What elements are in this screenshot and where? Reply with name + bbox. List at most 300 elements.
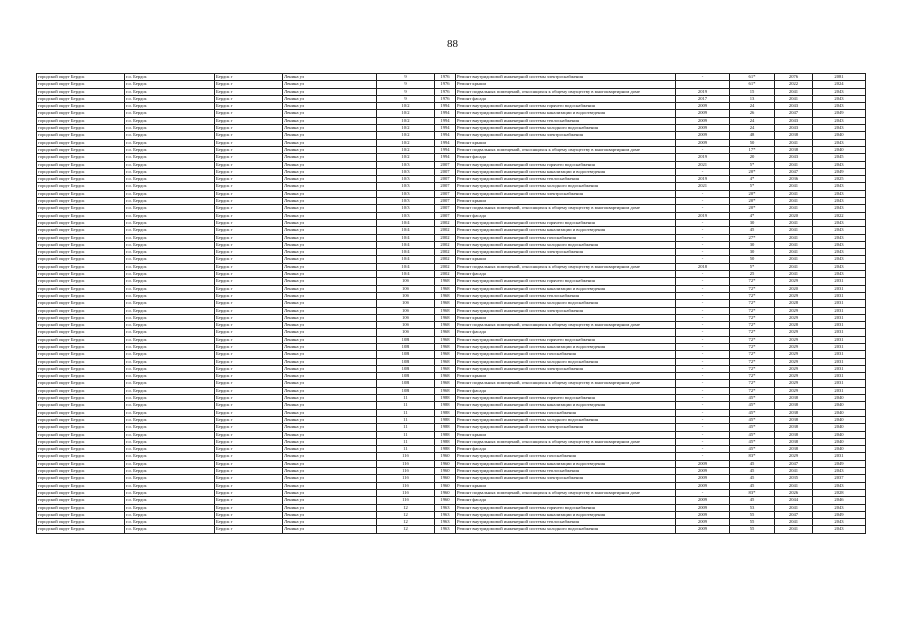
cell-work-type: Ремонт внутридомовой инженерной системы холодного водоснабжения [456,526,676,533]
table-row [37,190,866,197]
cell-plan-start: 2038 [775,416,813,423]
cell-last-repair-year: - [676,424,730,431]
cell-work-type: Ремонт внутридомовой инженерной системы холодного водоснабжения [456,125,676,132]
cell-house: 11б [377,497,435,504]
cell-wear-percent: 45 [730,460,775,467]
cell-plan-start: 2047 [775,511,813,518]
cell-house: 10В [377,343,435,350]
cell-house: 10б [377,292,435,299]
cell-district: городской округ Бердск [37,285,125,292]
cell-wear-percent: 30 [730,241,775,248]
cell-last-repair-year: 2017 [676,95,730,102]
cell-plan-start: 2043 [775,103,813,110]
cell-plan-end: 2031 [813,300,866,307]
cell-year: 1963 [435,526,456,533]
cell-municipality: г.о. Бердск [125,322,215,329]
cell-house: 10б [377,300,435,307]
cell-last-repair-year: 2009 [676,460,730,467]
cell-last-repair-year: - [676,395,730,402]
cell-settlement: Бердск г [215,300,283,307]
cell-plan-start: 2038 [775,146,813,153]
cell-house: 11 [377,402,435,409]
cell-year: 1968 [435,343,456,350]
cell-house: 12 [377,504,435,511]
cell-last-repair-year: - [676,168,730,175]
cell-wear-percent: 45* [730,431,775,438]
cell-municipality: г.о. Бердск [125,161,215,168]
cell-work-type: Ремонт крыши [456,81,676,88]
cell-work-type: Ремонт внутридомовой инженерной системы горячего водоснабжения [456,103,676,110]
cell-district: городской округ Бердск [37,234,125,241]
cell-work-type: Ремонт фасада [456,95,676,102]
cell-street: Ленина ул [283,139,377,146]
cell-year: 1988 [435,416,456,423]
cell-plan-end: 2043 [813,249,866,256]
cell-settlement: Бердск г [215,387,283,394]
cell-plan-end: 2043 [813,482,866,489]
cell-year: 2007 [435,198,456,205]
cell-street: Ленина ул [283,526,377,533]
cell-municipality: г.о. Бердск [125,271,215,278]
cell-wear-percent: 72* [730,358,775,365]
cell-year: 1988 [435,409,456,416]
cell-plan-start: 2038 [775,132,813,139]
cell-year: 1968 [435,336,456,343]
cell-municipality: г.о. Бердск [125,278,215,285]
cell-municipality: г.о. Бердск [125,219,215,226]
cell-wear-percent: 50 [730,139,775,146]
cell-settlement: Бердск г [215,285,283,292]
cell-settlement: Бердск г [215,212,283,219]
cell-settlement: Бердск г [215,424,283,431]
cell-year: 2007 [435,205,456,212]
cell-house: 10/2 [377,146,435,153]
cell-district: городской округ Бердск [37,125,125,132]
cell-district: городской округ Бердск [37,322,125,329]
cell-house: 10/3 [377,168,435,175]
cell-district: городской округ Бердск [37,380,125,387]
cell-district: городской округ Бердск [37,95,125,102]
cell-municipality: г.о. Бердск [125,212,215,219]
cell-district: городской округ Бердск [37,343,125,350]
cell-settlement: Бердск г [215,103,283,110]
cell-settlement: Бердск г [215,373,283,380]
cell-street: Ленина ул [283,154,377,161]
cell-municipality: г.о. Бердск [125,387,215,394]
cell-district: городской округ Бердск [37,74,125,81]
cell-district: городской округ Бердск [37,241,125,248]
cell-wear-percent: 45* [730,409,775,416]
cell-wear-percent: 53 [730,504,775,511]
cell-municipality: г.о. Бердск [125,395,215,402]
cell-district: городской округ Бердск [37,139,125,146]
cell-year: 2002 [435,256,456,263]
cell-year: 1988 [435,402,456,409]
cell-year: 1968 [435,329,456,336]
cell-street: Ленина ул [283,504,377,511]
cell-last-repair-year: - [676,409,730,416]
table-row [37,453,866,460]
cell-work-type: Ремонт внутридомовой инженерной системы газоснабжения [456,453,676,460]
cell-plan-start: 2041 [775,263,813,270]
cell-year: 2007 [435,176,456,183]
cell-plan-end: 2031 [813,343,866,350]
cell-work-type: Ремонт крыши [456,431,676,438]
cell-work-type: Ремонт внутридомовой инженерной системы канализации и водоотведения [456,285,676,292]
cell-work-type: Ремонт внутридомовой инженерной системы горячего водоснабжения [456,336,676,343]
cell-district: городской округ Бердск [37,416,125,423]
cell-street: Ленина ул [283,234,377,241]
cell-work-type: Ремонт внутридомовой инженерной системы канализации и водоотведения [456,168,676,175]
cell-plan-end: 2040 [813,446,866,453]
cell-district: городской округ Бердск [37,300,125,307]
cell-last-repair-year: 2009 [676,497,730,504]
cell-district: городской округ Бердск [37,176,125,183]
cell-year: 1968 [435,387,456,394]
cell-settlement: Бердск г [215,402,283,409]
cell-street: Ленина ул [283,453,377,460]
cell-district: городской округ Бердск [37,146,125,153]
cell-street: Ленина ул [283,205,377,212]
table-row [37,292,866,299]
cell-plan-start: 2029 [775,343,813,350]
cell-street: Ленина ул [283,497,377,504]
cell-street: Ленина ул [283,74,377,81]
cell-settlement: Бердск г [215,190,283,197]
cell-plan-end: 2043 [813,190,866,197]
table-row [37,205,866,212]
cell-street: Ленина ул [283,416,377,423]
cell-plan-end: 2043 [813,504,866,511]
cell-house: 10б [377,322,435,329]
cell-street: Ленина ул [283,475,377,482]
cell-plan-end: 2031 [813,336,866,343]
cell-plan-end: 2043 [813,205,866,212]
cell-house: 10В [377,373,435,380]
cell-plan-end: 2043 [813,161,866,168]
cell-street: Ленина ул [283,387,377,394]
cell-last-repair-year: 2019 [676,88,730,95]
cell-year: 1960 [435,468,456,475]
cell-plan-end: 2049 [813,511,866,518]
cell-settlement: Бердск г [215,314,283,321]
cell-street: Ленина ул [283,263,377,270]
cell-street: Ленина ул [283,322,377,329]
cell-wear-percent: 72* [730,322,775,329]
cell-street: Ленина ул [283,307,377,314]
cell-year: 1994 [435,146,456,153]
cell-work-type: Ремонт внутридомовой инженерной системы электроснабжения [456,475,676,482]
cell-municipality: г.о. Бердск [125,307,215,314]
cell-work-type: Ремонт внутридомовой инженерной системы горячего водоснабжения [456,504,676,511]
cell-street: Ленина ул [283,489,377,496]
cell-plan-start: 2022 [775,81,813,88]
cell-municipality: г.о. Бердск [125,446,215,453]
cell-district: городской округ Бердск [37,314,125,321]
cell-plan-start: 2028 [775,322,813,329]
cell-district: городской округ Бердск [37,460,125,467]
cell-plan-end: 2043 [813,183,866,190]
cell-municipality: г.о. Бердск [125,409,215,416]
cell-work-type: Ремонт внутридомовой инженерной системы электроснабжения [456,249,676,256]
cell-street: Ленина ул [283,438,377,445]
cell-work-type: Ремонт внутридомовой инженерной системы холодного водоснабжения [456,183,676,190]
cell-municipality: г.о. Бердск [125,205,215,212]
cell-municipality: г.о. Бердск [125,263,215,270]
cell-wear-percent: 20* [730,190,775,197]
table-row [37,460,866,467]
cell-municipality: г.о. Бердск [125,234,215,241]
table-row [37,154,866,161]
cell-plan-start: 2038 [775,402,813,409]
cell-work-type: Ремонт внутридомовой инженерной системы электроснабжения [456,132,676,139]
cell-plan-start: 2029 [775,358,813,365]
cell-last-repair-year: - [676,234,730,241]
cell-wear-percent: 72* [730,373,775,380]
cell-wear-percent: 72* [730,278,775,285]
cell-plan-start: 2038 [775,431,813,438]
cell-plan-end: 2031 [813,322,866,329]
cell-settlement: Бердск г [215,365,283,372]
cell-settlement: Бердск г [215,176,283,183]
table-row [37,314,866,321]
cell-house: 10/3 [377,205,435,212]
cell-year: 1963 [435,519,456,526]
cell-wear-percent: 45* [730,446,775,453]
cell-year: 1960 [435,475,456,482]
cell-work-type: Ремонт внутридомовой инженерной системы электроснабжения [456,424,676,431]
cell-district: городской округ Бердск [37,307,125,314]
cell-plan-end: 2043 [813,234,866,241]
cell-street: Ленина ул [283,227,377,234]
cell-municipality: г.о. Бердск [125,475,215,482]
cell-year: 1968 [435,351,456,358]
cell-plan-start: 2038 [775,446,813,453]
cell-district: городской округ Бердск [37,219,125,226]
cell-year: 2002 [435,249,456,256]
cell-work-type: Ремонт фасада [456,271,676,278]
cell-plan-start: 2041 [775,227,813,234]
table-row [37,241,866,248]
cell-district: городской округ Бердск [37,205,125,212]
cell-plan-start: 2029 [775,380,813,387]
table-row [37,497,866,504]
cell-work-type: Ремонт внутридомовой инженерной системы газоснабжения [456,409,676,416]
cell-last-repair-year: 2009 [676,526,730,533]
cell-last-repair-year: 2009 [676,468,730,475]
cell-year: 1968 [435,365,456,372]
cell-municipality: г.о. Бердск [125,402,215,409]
cell-street: Ленина ул [283,256,377,263]
cell-wear-percent: 72* [730,292,775,299]
cell-wear-percent: 45 [730,468,775,475]
cell-house: 10/3 [377,176,435,183]
cell-work-type: Ремонт внутридомовой инженерной системы теплоснабжения [456,519,676,526]
cell-plan-start: 2041 [775,256,813,263]
cell-wear-percent: 72* [730,365,775,372]
cell-municipality: г.о. Бердск [125,351,215,358]
table-body [37,74,866,534]
cell-settlement: Бердск г [215,139,283,146]
cell-settlement: Бердск г [215,117,283,124]
cell-year: 1968 [435,373,456,380]
cell-house: 11 [377,446,435,453]
cell-plan-start: 2041 [775,482,813,489]
cell-district: городской округ Бердск [37,482,125,489]
cell-year: 1968 [435,322,456,329]
cell-house: 11б [377,475,435,482]
cell-last-repair-year: 2009 [676,504,730,511]
cell-plan-end: 2031 [813,351,866,358]
cell-last-repair-year: 2009 [676,103,730,110]
cell-street: Ленина ул [283,460,377,467]
cell-work-type: Ремонт фасада [456,387,676,394]
cell-work-type: Ремонт внутридомовой инженерной системы электроснабжения [456,74,676,81]
cell-street: Ленина ул [283,198,377,205]
cell-plan-start: 2036 [775,176,813,183]
table-row [37,88,866,95]
cell-year: 1968 [435,380,456,387]
cell-municipality: г.о. Бердск [125,256,215,263]
cell-wear-percent: 20* [730,198,775,205]
cell-settlement: Бердск г [215,263,283,270]
cell-municipality: г.о. Бердск [125,343,215,350]
cell-year: 1960 [435,482,456,489]
cell-municipality: г.о. Бердск [125,74,215,81]
cell-municipality: г.о. Бердск [125,190,215,197]
cell-plan-end: 2031 [813,292,866,299]
cell-municipality: г.о. Бердск [125,292,215,299]
cell-plan-end: 2043 [813,241,866,248]
table-row [37,103,866,110]
table-row [37,95,866,102]
cell-plan-start: 2038 [775,409,813,416]
cell-plan-start: 2029 [775,351,813,358]
cell-district: городской округ Бердск [37,438,125,445]
cell-plan-end: 2043 [813,227,866,234]
cell-district: городской округ Бердск [37,365,125,372]
cell-house: 9 [377,88,435,95]
cell-last-repair-year: - [676,227,730,234]
cell-house: 10/4 [377,219,435,226]
cell-last-repair-year: - [676,351,730,358]
cell-district: городской округ Бердск [37,168,125,175]
cell-street: Ленина ул [283,300,377,307]
cell-district: городской округ Бердск [37,351,125,358]
table-row [37,358,866,365]
cell-plan-start: 2041 [775,504,813,511]
cell-year: 1968 [435,292,456,299]
cell-street: Ленина ул [283,125,377,132]
cell-municipality: г.о. Бердск [125,511,215,518]
cell-house: 12 [377,511,435,518]
cell-last-repair-year: - [676,271,730,278]
cell-last-repair-year: - [676,489,730,496]
cell-work-type: Ремонт внутридомовой инженерной системы горячего водоснабжения [456,161,676,168]
cell-street: Ленина ул [283,176,377,183]
cell-year: 1988 [435,424,456,431]
cell-district: городской округ Бердск [37,431,125,438]
cell-last-repair-year: 2009 [676,475,730,482]
cell-year: 1994 [435,139,456,146]
cell-district: городской округ Бердск [37,81,125,88]
cell-work-type: Ремонт внутридомовой инженерной системы газоснабжения [456,234,676,241]
cell-district: городской округ Бердск [37,190,125,197]
cell-street: Ленина ул [283,402,377,409]
cell-street: Ленина ул [283,212,377,219]
cell-house: 10В [377,365,435,372]
cell-district: городской округ Бердск [37,519,125,526]
cell-street: Ленина ул [283,146,377,153]
cell-wear-percent: 45* [730,416,775,423]
cell-settlement: Бердск г [215,409,283,416]
cell-year: 2007 [435,161,456,168]
cell-house: 10б [377,329,435,336]
cell-settlement: Бердск г [215,125,283,132]
cell-plan-end: 2025 [813,176,866,183]
cell-settlement: Бердск г [215,234,283,241]
table-row [37,526,866,533]
cell-plan-end: 2043 [813,519,866,526]
cell-work-type: Ремонт внутридомовой инженерной системы холодного водоснабжения [456,241,676,248]
cell-wear-percent: 4* [730,212,775,219]
cell-district: городской округ Бердск [37,278,125,285]
cell-wear-percent: 5* [730,263,775,270]
cell-district: городской округ Бердск [37,292,125,299]
cell-district: городской округ Бердск [37,526,125,533]
cell-plan-start: 2028 [775,300,813,307]
cell-house: 12 [377,519,435,526]
table-row [37,256,866,263]
cell-last-repair-year: - [676,307,730,314]
cell-plan-start: 2044 [775,497,813,504]
cell-year: 1976 [435,95,456,102]
cell-house: 10/3 [377,190,435,197]
table-row [37,336,866,343]
cell-house: 10В [377,336,435,343]
cell-street: Ленина ул [283,424,377,431]
cell-work-type: Ремонт внутридомовой инженерной системы канализации и водоотведения [456,343,676,350]
cell-municipality: г.о. Бердск [125,336,215,343]
table-row [37,74,866,81]
cell-year: 1968 [435,314,456,321]
cell-settlement: Бердск г [215,380,283,387]
table-row [37,271,866,278]
cell-year: 2007 [435,183,456,190]
cell-street: Ленина ул [283,88,377,95]
cell-wear-percent: 5* [730,183,775,190]
cell-last-repair-year: - [676,198,730,205]
cell-municipality: г.о. Бердск [125,482,215,489]
cell-house: 10/2 [377,125,435,132]
cell-last-repair-year: - [676,292,730,299]
cell-plan-end: 2040 [813,395,866,402]
cell-house: 9 [377,74,435,81]
cell-settlement: Бердск г [215,446,283,453]
cell-year: 1976 [435,81,456,88]
cell-house: 11 [377,416,435,423]
cell-municipality: г.о. Бердск [125,373,215,380]
cell-wear-percent: 24 [730,103,775,110]
cell-work-type: Ремонт подвальных помещений, относящихся к общему имуществу в многоквартирном доме [456,263,676,270]
cell-wear-percent: 61* [730,74,775,81]
cell-last-repair-year: 2009 [676,132,730,139]
cell-house: 10/4 [377,256,435,263]
cell-settlement: Бердск г [215,205,283,212]
cell-house: 10/2 [377,154,435,161]
cell-year: 1968 [435,358,456,365]
table-row [37,234,866,241]
